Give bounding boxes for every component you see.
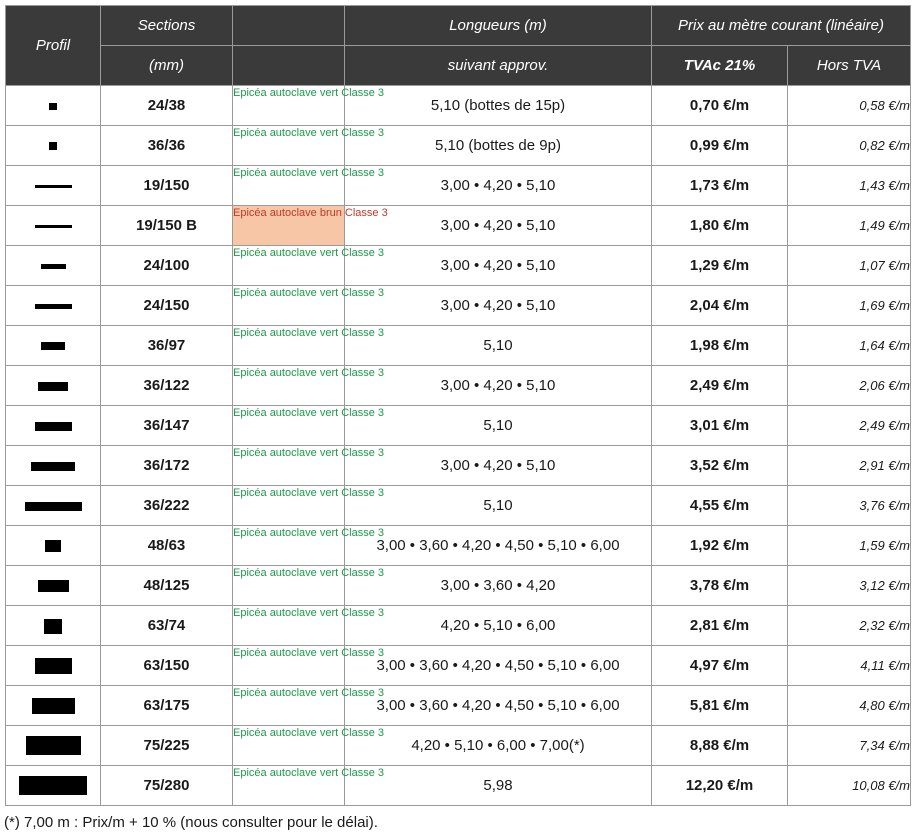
table-row xyxy=(6,366,911,406)
wood-type-cell: Epicéa autoclave vert Classe 3 xyxy=(233,446,345,486)
wood-type-cell: Epicéa autoclave vert Classe 3 xyxy=(233,726,345,766)
price-ht-cell: 1,59 €/m xyxy=(788,526,911,566)
wood-type-cell: Epicéa autoclave vert Classe 3 xyxy=(233,86,345,126)
price-ht-cell: 2,32 €/m xyxy=(788,606,911,646)
table-row xyxy=(6,526,911,566)
price-table xyxy=(5,5,911,806)
table-row xyxy=(6,686,911,726)
price-ttc-cell: 1,80 €/m xyxy=(652,206,788,246)
table-row xyxy=(6,286,911,326)
table-row xyxy=(6,86,911,126)
profile-shape-icon xyxy=(41,342,65,350)
lengths-cell: 3,00 • 3,60 • 4,20 xyxy=(345,566,652,606)
lengths-cell: 5,10 xyxy=(345,326,652,366)
section-cell: 48/125 xyxy=(101,566,233,606)
profile-shape-icon xyxy=(45,540,61,552)
profile-shape-icon xyxy=(35,304,72,309)
lengths-cell: 3,00 • 4,20 • 5,10 xyxy=(345,366,652,406)
price-ttc-cell: 3,52 €/m xyxy=(652,446,788,486)
wood-type-cell: Epicéa autoclave vert Classe 3 xyxy=(233,566,345,606)
profile-cell xyxy=(6,686,101,726)
profile-cell xyxy=(6,246,101,286)
profile-shape-icon xyxy=(35,225,72,228)
wood-type-cell: Epicéa autoclave vert Classe 3 xyxy=(233,166,345,206)
price-ht-cell: 0,58 €/m xyxy=(788,86,911,126)
price-ht-cell: 1,07 €/m xyxy=(788,246,911,286)
profile-shape-icon xyxy=(35,185,72,188)
price-ht-cell: 4,80 €/m xyxy=(788,686,911,726)
price-ht-cell: 10,08 €/m xyxy=(788,766,911,806)
header-sections-unit: (mm) xyxy=(101,46,233,86)
profile-shape-icon xyxy=(38,580,69,592)
price-ht-cell: 2,49 €/m xyxy=(788,406,911,446)
wood-type-cell: Epicéa autoclave vert Classe 3 xyxy=(233,326,345,366)
lengths-cell: 3,00 • 4,20 • 5,10 xyxy=(345,246,652,286)
lengths-cell: 5,10 xyxy=(345,406,652,446)
price-ttc-cell: 3,78 €/m xyxy=(652,566,788,606)
table-header xyxy=(6,6,911,86)
header-blank-2 xyxy=(233,46,345,86)
profile-shape-icon xyxy=(25,502,82,511)
profile-cell xyxy=(6,126,101,166)
profile-cell xyxy=(6,286,101,326)
price-ttc-cell: 1,29 €/m xyxy=(652,246,788,286)
profile-shape-icon xyxy=(31,462,75,471)
section-cell: 48/63 xyxy=(101,526,233,566)
wood-type-cell: Epicéa autoclave vert Classe 3 xyxy=(233,526,345,566)
profile-cell xyxy=(6,406,101,446)
table-row xyxy=(6,646,911,686)
price-ttc-cell: 1,92 €/m xyxy=(652,526,788,566)
header-prix: Prix au mètre courant (linéaire) xyxy=(652,6,911,46)
profile-cell xyxy=(6,486,101,526)
price-ttc-cell: 4,55 €/m xyxy=(652,486,788,526)
price-ht-cell: 4,11 €/m xyxy=(788,646,911,686)
header-ht: Hors TVA xyxy=(788,46,911,86)
section-cell: 36/172 xyxy=(101,446,233,486)
header-sections: Sections xyxy=(101,6,233,46)
price-ttc-cell: 3,01 €/m xyxy=(652,406,788,446)
price-ht-cell: 1,69 €/m xyxy=(788,286,911,326)
wood-type-cell-brun: Epicéa autoclave brun Classe 3 xyxy=(233,206,345,246)
section-cell: 36/122 xyxy=(101,366,233,406)
price-ht-cell: 2,91 €/m xyxy=(788,446,911,486)
wood-type-cell: Epicéa autoclave vert Classe 3 xyxy=(233,366,345,406)
section-cell: 63/150 xyxy=(101,646,233,686)
section-cell: 36/222 xyxy=(101,486,233,526)
profile-shape-icon xyxy=(26,736,81,755)
price-ttc-cell: 1,73 €/m xyxy=(652,166,788,206)
profile-cell xyxy=(6,86,101,126)
table-row xyxy=(6,566,911,606)
header-profil: Profil xyxy=(6,6,101,86)
wood-type-cell: Epicéa autoclave vert Classe 3 xyxy=(233,646,345,686)
table-row xyxy=(6,406,911,446)
price-ttc-cell: 2,81 €/m xyxy=(652,606,788,646)
profile-cell xyxy=(6,526,101,566)
lengths-cell: 3,00 • 4,20 • 5,10 xyxy=(345,206,652,246)
table-row xyxy=(6,446,911,486)
lengths-cell: 5,10 (bottes de 9p) xyxy=(345,126,652,166)
table-row xyxy=(6,326,911,366)
section-cell: 24/38 xyxy=(101,86,233,126)
section-cell: 63/175 xyxy=(101,686,233,726)
lengths-cell: 3,00 • 3,60 • 4,20 • 4,50 • 5,10 • 6,00 xyxy=(345,686,652,726)
profile-shape-icon xyxy=(32,698,75,714)
wood-type-cell: Epicéa autoclave vert Classe 3 xyxy=(233,406,345,446)
price-ht-cell: 3,12 €/m xyxy=(788,566,911,606)
profile-cell xyxy=(6,606,101,646)
lengths-cell: 5,98 xyxy=(345,766,652,806)
price-ttc-cell: 0,70 €/m xyxy=(652,86,788,126)
section-cell: 75/225 xyxy=(101,726,233,766)
price-ht-cell: 3,76 €/m xyxy=(788,486,911,526)
profile-cell xyxy=(6,206,101,246)
price-ht-cell: 1,64 €/m xyxy=(788,326,911,366)
profile-cell xyxy=(6,766,101,806)
profile-shape-icon xyxy=(41,264,66,269)
price-ht-cell: 2,06 €/m xyxy=(788,366,911,406)
wood-type-cell: Epicéa autoclave vert Classe 3 xyxy=(233,246,345,286)
lengths-cell: 4,20 • 5,10 • 6,00 • 7,00(*) xyxy=(345,726,652,766)
wood-type-cell: Epicéa autoclave vert Classe 3 xyxy=(233,766,345,806)
lengths-cell: 5,10 (bottes de 15p) xyxy=(345,86,652,126)
profile-cell xyxy=(6,646,101,686)
price-ttc-cell: 5,81 €/m xyxy=(652,686,788,726)
profile-cell xyxy=(6,566,101,606)
profile-cell xyxy=(6,326,101,366)
price-ttc-cell: 2,49 €/m xyxy=(652,366,788,406)
table-row xyxy=(6,726,911,766)
price-ht-cell: 0,82 €/m xyxy=(788,126,911,166)
profile-cell xyxy=(6,166,101,206)
lengths-cell: 3,00 • 3,60 • 4,20 • 4,50 • 5,10 • 6,00 xyxy=(345,646,652,686)
lengths-cell: 5,10 xyxy=(345,486,652,526)
profile-cell xyxy=(6,726,101,766)
profile-shape-icon xyxy=(35,422,72,431)
header-longueurs-sub: suivant approv. xyxy=(345,46,652,86)
table-row xyxy=(6,606,911,646)
section-cell: 19/150 B xyxy=(101,206,233,246)
header-blank xyxy=(233,6,345,46)
section-cell: 36/97 xyxy=(101,326,233,366)
profile-shape-icon xyxy=(49,103,57,110)
wood-type-cell: Epicéa autoclave vert Classe 3 xyxy=(233,126,345,166)
section-cell: 24/150 xyxy=(101,286,233,326)
table-row xyxy=(6,766,911,806)
price-ttc-cell: 1,98 €/m xyxy=(652,326,788,366)
profile-shape-icon xyxy=(38,382,68,391)
price-ttc-cell: 4,97 €/m xyxy=(652,646,788,686)
profile-shape-icon xyxy=(49,142,57,150)
footnote: (*) 7,00 m : Prix/m + 10 % (nous consulter pour le délai). xyxy=(4,814,378,831)
header-ttc: TVAc 21% xyxy=(652,46,788,86)
wood-type-cell: Epicéa autoclave vert Classe 3 xyxy=(233,486,345,526)
table-body xyxy=(6,86,911,806)
section-cell: 36/36 xyxy=(101,126,233,166)
table-row xyxy=(6,246,911,286)
wood-type-cell: Epicéa autoclave vert Classe 3 xyxy=(233,286,345,326)
section-cell: 36/147 xyxy=(101,406,233,446)
wood-type-cell: Epicéa autoclave vert Classe 3 xyxy=(233,686,345,726)
lengths-cell: 3,00 • 3,60 • 4,20 • 4,50 • 5,10 • 6,00 xyxy=(345,526,652,566)
profile-shape-icon xyxy=(44,619,62,634)
lengths-cell: 3,00 • 4,20 • 5,10 xyxy=(345,166,652,206)
table-row xyxy=(6,166,911,206)
section-cell: 24/100 xyxy=(101,246,233,286)
header-longueurs: Longueurs (m) xyxy=(345,6,652,46)
lengths-cell: 3,00 • 4,20 • 5,10 xyxy=(345,446,652,486)
price-ttc-cell: 12,20 €/m xyxy=(652,766,788,806)
price-ttc-cell: 2,04 €/m xyxy=(652,286,788,326)
section-cell: 63/74 xyxy=(101,606,233,646)
lengths-cell: 3,00 • 4,20 • 5,10 xyxy=(345,286,652,326)
price-ht-cell: 7,34 €/m xyxy=(788,726,911,766)
price-ttc-cell: 0,99 €/m xyxy=(652,126,788,166)
lengths-cell: 4,20 • 5,10 • 6,00 xyxy=(345,606,652,646)
price-ht-cell: 1,49 €/m xyxy=(788,206,911,246)
profile-shape-icon xyxy=(35,658,72,674)
table-row xyxy=(6,486,911,526)
table-row xyxy=(6,206,911,246)
profile-cell xyxy=(6,446,101,486)
table-row xyxy=(6,126,911,166)
price-ht-cell: 1,43 €/m xyxy=(788,166,911,206)
wood-type-cell: Epicéa autoclave vert Classe 3 xyxy=(233,606,345,646)
section-cell: 19/150 xyxy=(101,166,233,206)
price-ttc-cell: 8,88 €/m xyxy=(652,726,788,766)
profile-shape-icon xyxy=(19,776,87,795)
section-cell: 75/280 xyxy=(101,766,233,806)
profile-cell xyxy=(6,366,101,406)
